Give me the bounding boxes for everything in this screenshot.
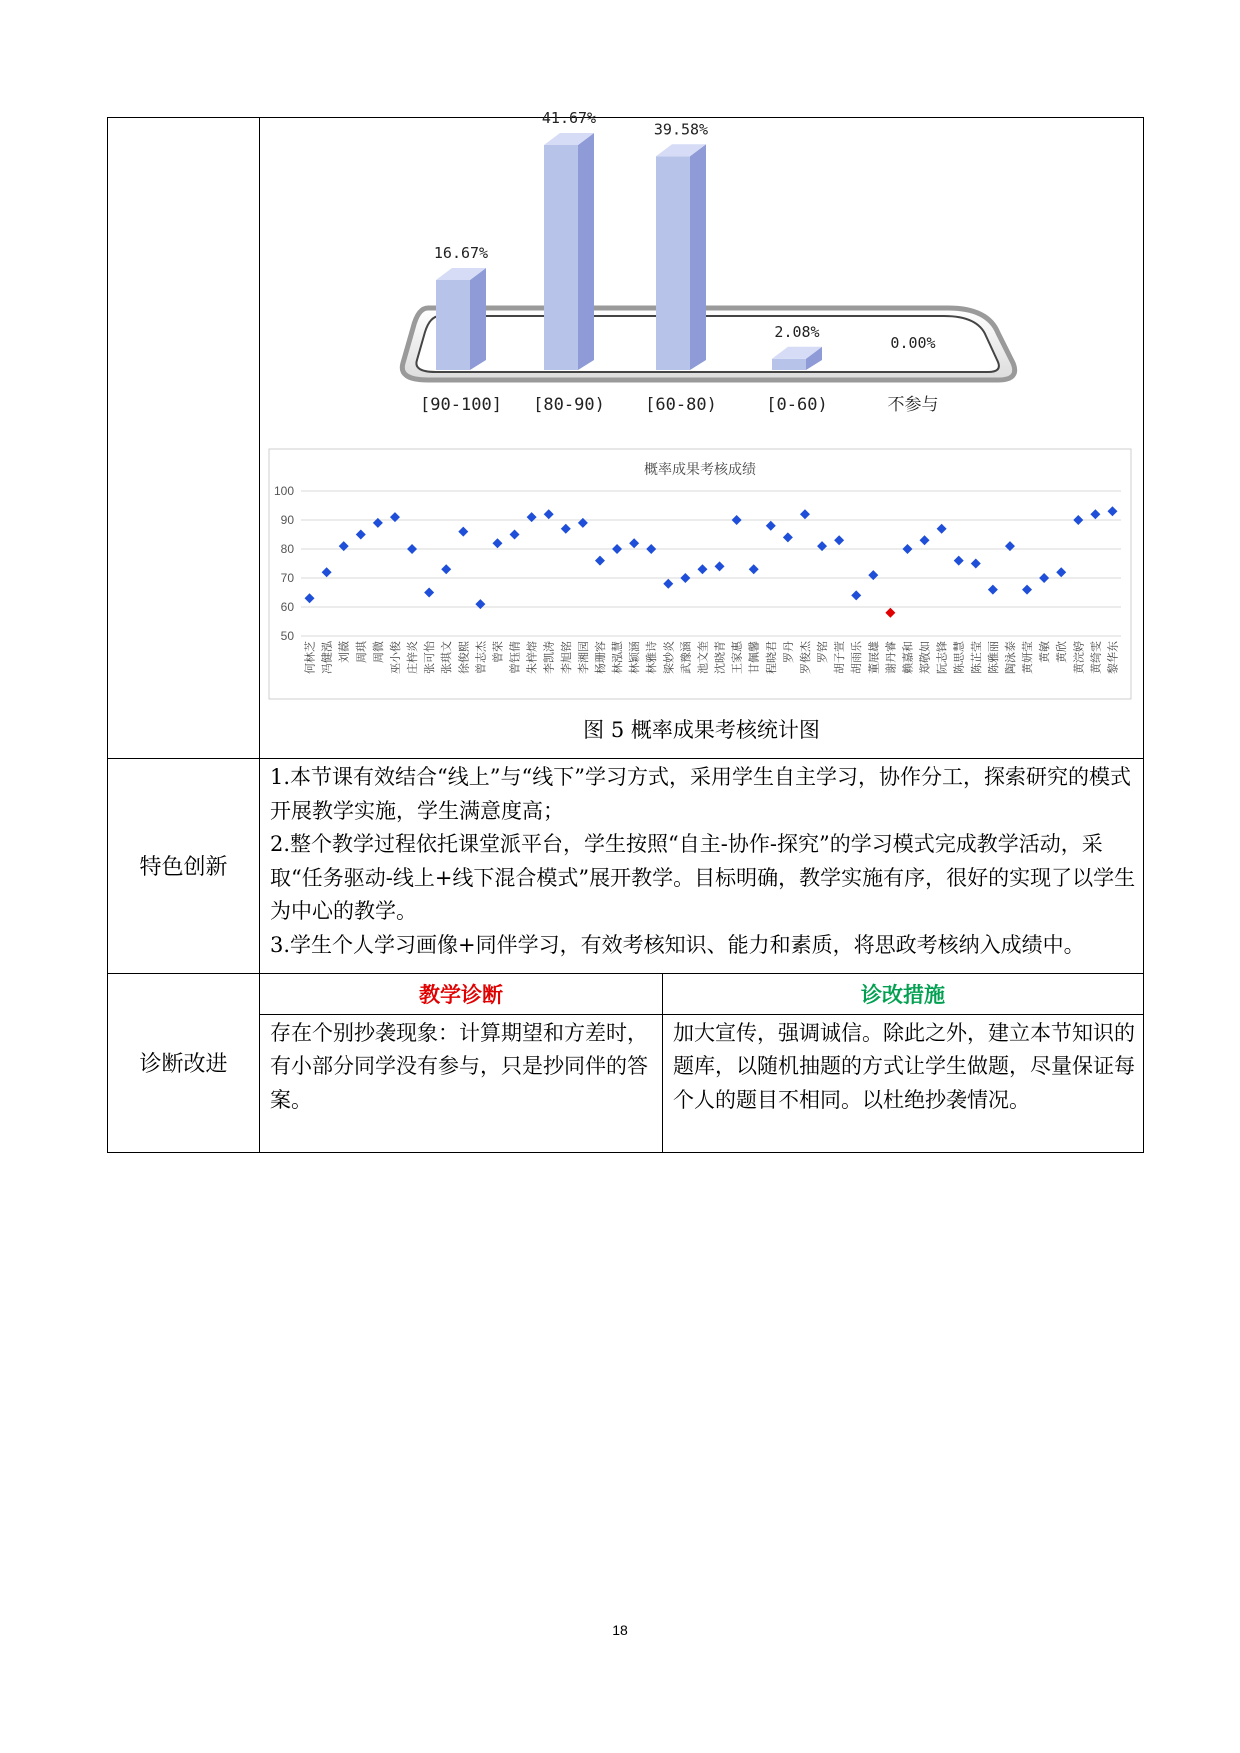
- x-tick-label-14: 李凯涛: [542, 641, 556, 674]
- x-tick-label-26: 甘佩馨: [747, 641, 761, 674]
- x-tick-label-46: 黄绮雯: [1089, 641, 1103, 674]
- y-tick-label-60: 60: [280, 600, 294, 614]
- bar-value-label-4: 0.00%: [890, 334, 936, 352]
- y-tick-label-80: 80: [280, 542, 294, 556]
- bar-value-label-0: 16.67%: [433, 243, 489, 262]
- x-tick-label-6: 庄梓炎: [406, 641, 420, 674]
- x-tick-label-44: 黄欣: [1055, 641, 1069, 663]
- figure-caption: 图 5 概率成果考核统计图: [583, 718, 820, 742]
- x-tick-label-22: 武豫涵: [679, 641, 693, 674]
- evaluation-table: [107, 108, 1143, 1153]
- x-tick-label-45: 黄浣婷: [1072, 641, 1086, 674]
- figure-cell: [260, 108, 1144, 759]
- bar-side-2: [690, 144, 706, 370]
- y-tick-label-100: 100: [273, 484, 294, 498]
- features-label: 特色创新: [108, 759, 260, 974]
- x-tick-label-16: 李湘园: [576, 641, 590, 674]
- score-distribution-bar-chart: [388, 108, 1048, 438]
- x-tick-label-23: 池文奎: [696, 641, 710, 674]
- x-tick-label-34: 谢丹睿: [884, 641, 898, 674]
- x-tick-label-1: 冯健泓: [320, 641, 334, 674]
- feature-item-1: 1.本节课有效结合“线上”与“线下”学习方式，采用学生自主学习，协作分工，探索研究的模式开展教学实施，学生满意度高；: [270, 765, 1131, 823]
- diagnosis-text: 存在个别抄袭现象：计算期望和方差时，有小部分同学没有参与，只是抄同伴的答案。: [260, 1014, 663, 1152]
- bar-3: [772, 359, 806, 370]
- x-tick-label-3: 周琪: [354, 641, 368, 663]
- x-tick-label-19: 林颖涵: [628, 641, 642, 674]
- x-tick-label-36: 郑敬如: [918, 641, 932, 674]
- bar-value-label-1: 41.67%: [541, 108, 597, 127]
- x-tick-label-10: 曾志杰: [474, 641, 488, 674]
- feature-item-2: 2.整个教学过程依托课堂派平台，学生按照“自主-协作-探究”的学习模式完成教学活动，采取“任务驱动-线上+线下混合模式”展开教学。目标明确，教学实施有序，很好的实现了以学生为中心的教学。: [270, 832, 1136, 924]
- x-tick-label-4: 周微: [371, 641, 385, 663]
- x-tick-label-32: 胡雨乐: [850, 641, 864, 674]
- page-number: 18: [612, 1622, 628, 1638]
- diagnosis-label: 诊断改进: [108, 973, 260, 1152]
- bar-2: [656, 156, 690, 370]
- x-tick-label-37: 阮志锋: [935, 641, 949, 674]
- bar-category-label-3: [0-60): [766, 395, 828, 415]
- x-tick-label-41: 陶泳泰: [1003, 641, 1017, 674]
- y-tick-label-70: 70: [280, 571, 294, 585]
- x-tick-label-13: 朱梓熔: [525, 641, 539, 674]
- x-tick-label-21: 梁妙炎: [662, 641, 676, 674]
- bar-side-0: [470, 268, 486, 370]
- x-tick-label-35: 赖嘉和: [901, 641, 915, 674]
- scatter-title: 概率成果考核成绩: [644, 462, 756, 478]
- x-tick-label-24: 沈晓青: [713, 641, 727, 674]
- x-tick-label-28: 罗丹: [781, 641, 795, 663]
- x-tick-label-39: 陈芷莹: [969, 641, 983, 674]
- bar-category-label-2: [60-80): [645, 395, 717, 415]
- measures-header: 诊改措施: [663, 973, 1144, 1014]
- x-tick-label-7: 张可怡: [423, 641, 437, 674]
- bar-side-1: [578, 133, 594, 370]
- x-tick-label-17: 杨珊容: [593, 641, 607, 674]
- x-tick-label-15: 李旭铭: [559, 641, 573, 674]
- diagnosis-header: 教学诊断: [260, 973, 663, 1014]
- x-tick-label-18: 林泓慧: [611, 641, 625, 674]
- x-tick-label-42: 黄妍莹: [1021, 641, 1035, 674]
- score-scatter-chart: [269, 449, 1131, 699]
- x-tick-label-30: 罗铭: [816, 641, 830, 663]
- x-tick-label-2: 刘薇: [337, 641, 351, 663]
- bar-category-label-4: 不参与: [887, 395, 939, 415]
- bar-value-label-2: 39.58%: [653, 120, 709, 139]
- bar-0: [436, 280, 470, 370]
- empty-label-cell: [108, 118, 260, 759]
- y-tick-label-90: 90: [280, 513, 294, 527]
- x-tick-label-29: 罗俊杰: [798, 641, 812, 674]
- x-tick-label-38: 陈思慧: [952, 641, 966, 674]
- bar-category-label-0: [90-100]: [420, 395, 502, 415]
- x-tick-label-5: 巫小俊: [388, 641, 402, 674]
- features-cell: [260, 759, 1144, 974]
- measures-text: 加大宣传，强调诚信。除此之外，建立本节知识的题库，以随机抽题的方式让学生做题，尽量保证每个人的题目不相同。以杜绝抄袭情况。: [663, 1014, 1144, 1152]
- x-tick-label-0: 何林芝: [303, 641, 317, 674]
- bar-1: [544, 145, 578, 370]
- x-tick-label-8: 张琪文: [440, 641, 454, 674]
- x-tick-label-9: 徐俊熙: [457, 641, 471, 674]
- bar-category-label-1: [80-90): [533, 395, 605, 415]
- x-tick-label-25: 王家惠: [730, 641, 744, 674]
- x-tick-label-43: 黄敏: [1038, 641, 1052, 663]
- y-tick-label-50: 50: [280, 629, 294, 643]
- x-tick-label-11: 曾荣: [491, 641, 505, 663]
- x-tick-label-31: 胡子萱: [833, 641, 847, 674]
- x-tick-label-27: 程晓君: [764, 641, 778, 674]
- x-tick-label-47: 黎华东: [1106, 641, 1120, 674]
- x-tick-label-40: 陈雅丽: [986, 641, 1000, 674]
- bar-value-label-3: 2.08%: [774, 322, 820, 341]
- x-tick-label-12: 曾钰倩: [508, 641, 522, 674]
- feature-item-3: 3.学生个人学习画像+同伴学习，有效考核知识、能力和素质，将思政考核纳入成绩中。: [270, 932, 1085, 957]
- x-tick-label-33: 董展雄: [867, 641, 881, 674]
- x-tick-label-20: 林雅诗: [645, 641, 659, 674]
